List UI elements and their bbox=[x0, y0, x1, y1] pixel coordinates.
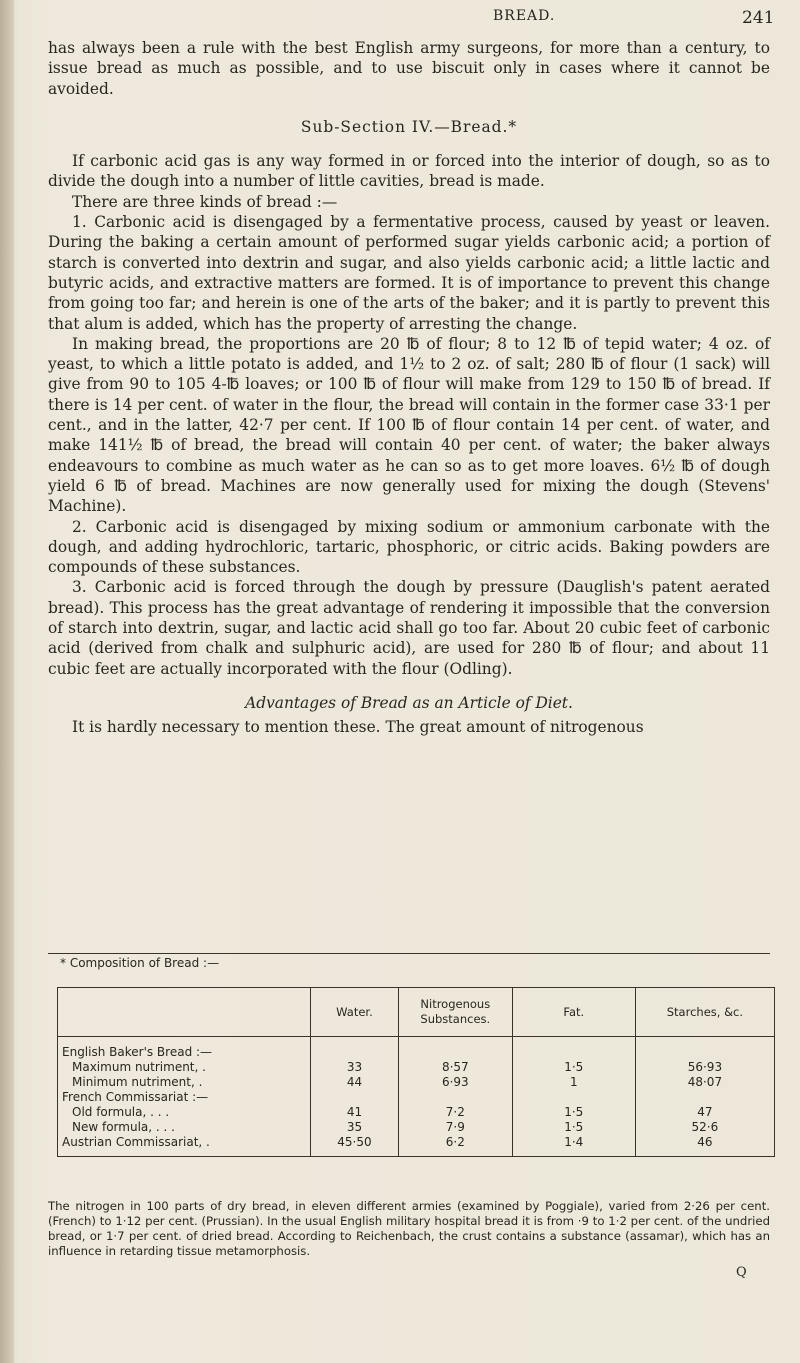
row-label: Minimum nutriment, . bbox=[72, 1075, 203, 1089]
signature-mark: Q bbox=[736, 1265, 747, 1280]
row-label: Maximum nutriment, . bbox=[72, 1060, 206, 1074]
nitrogenous-value bbox=[399, 1045, 512, 1060]
water-value bbox=[311, 1090, 398, 1105]
paragraph-proportions: In making bread, the proportions are 20 ℔ of flour; 8 to 12 ℔ of tepid water; 4 oz. of yeast, to which a little potato is added, and 1½ to 2 oz. of salt; 280 ℔ of flour (1 sack) will give from 90 to 105 4-℔ loaves; or 100 ℔ of flour will make from 129 to 150 ℔ of bread. If there is 14 per cent. of water in the flour, the bread will contain in the former case 33·1 per cent., and in the latter, 42·7 per cent. If 100 ℔ of flour contain 14 per cent. of water, and make 141½ ℔ of bread, the bread will contain 40 per cent. of water; the baker always endeavours to combine as much water as he can so as to get more loaves. 6½ ℔ of dough yield 6 ℔ of bread. Machines are now generally used for mixing the dough (Stevens' Machine). bbox=[48, 334, 770, 516]
composition-table bbox=[57, 987, 775, 1157]
page-header bbox=[0, 8, 800, 30]
paragraph-kind-3: 3. Carbonic acid is forced through the dough by pressure (Dauglish's patent aerated bread). This process has the great advantage of rendering it impossible that the conversion of starch into dextrin, sugar, and lactic acid shall go too far. About 20 cubic feet of carbonic acid (derived from chalk and sulphuric acid), are used for 280 ℔ of flour; and about 11 cubic feet are actually incorporated with the flour (Odling). bbox=[48, 578, 770, 678]
section-heading: Sub-Section IV.—Bread.* bbox=[300, 117, 518, 136]
running-head: BREAD. bbox=[493, 8, 556, 24]
nitrogenous-value: 6·93 bbox=[441, 1075, 469, 1089]
paragraph-kind-2: 2. Carbonic acid is disengaged by mixing sodium or ammonium carbonate with the dough, and adding hydrochloric, tartaric, phosphoric, or citric acids. Baking powders are compounds of these substances. bbox=[48, 517, 770, 577]
table-note: The nitrogen in 100 parts of dry bread, in eleven different armies (examined by Poggiale), varied from 2·26 per cent. (French) to 1·12 per cent. (Prussian). In the usual English military hospital bread it is from ·9 to 1·2 per cent. of the undried bread, or 1·7 per cent. of dried bread. According to Reichenbach, the crust contains a substance (assamar), which has an influence in retarding tissue metamorphosis. bbox=[48, 1199, 770, 1258]
water-value: 45·50 bbox=[337, 1135, 372, 1149]
starches-value: 56·93 bbox=[687, 1060, 723, 1074]
nitrogenous-value: 7·9 bbox=[445, 1120, 465, 1134]
fat-value bbox=[513, 1045, 635, 1060]
table-header-water: Water. bbox=[311, 988, 399, 1037]
starches-value: 46 bbox=[697, 1135, 713, 1149]
water-value: 35 bbox=[346, 1120, 363, 1134]
nitrogenous-value: 8·57 bbox=[441, 1060, 469, 1074]
paragraph-kind-1: 1. Carbonic acid is disengaged by a fermentative process, caused by yeast or leaven. During the baking a certain amount of performed sugar yields carbonic acid; a portion of starch is converted into dextrin and sugar, and also yields carbonic acid; a little lactic and butyric acids, and extractive matters are formed. It is of importance to prevent this change from going too far; and herein is one of the arts of the baker; and it is partly to prevent this that alum is added, which has the property of arresting the change. bbox=[48, 213, 770, 333]
page-number: 241 bbox=[742, 8, 775, 28]
advantages-heading: Advantages of Bread as an Article of Diet. bbox=[245, 693, 573, 712]
row-label: English Baker's Bread :— bbox=[62, 1045, 213, 1059]
water-column bbox=[311, 1037, 399, 1157]
paragraph-definition: If carbonic acid gas is any way formed in or forced into the interior of dough, so as to divide the dough into a number of little cavities, bread is made. bbox=[48, 152, 770, 191]
page-binding-edge bbox=[0, 0, 14, 1363]
row-label: Austrian Commissariat, . bbox=[62, 1135, 210, 1149]
row-label: New formula, . . . bbox=[72, 1120, 175, 1134]
starches-value: 47 bbox=[697, 1105, 713, 1119]
nitrogenous-column bbox=[398, 1037, 512, 1157]
water-value bbox=[311, 1045, 398, 1060]
table-header-nitrogenous: Nitrogenous Substances. bbox=[398, 988, 512, 1037]
nitrogenous-value bbox=[399, 1090, 512, 1105]
footnote-label: * Composition of Bread :— bbox=[60, 956, 220, 970]
nitrogenous-value: 7·2 bbox=[445, 1105, 465, 1119]
table-header-label bbox=[58, 988, 311, 1037]
label-column bbox=[58, 1037, 311, 1157]
paragraph-advantages: It is hardly necessary to mention these. The great amount of nitrogenous bbox=[72, 718, 644, 737]
fat-value: 1·4 bbox=[564, 1135, 584, 1149]
fat-value: 1·5 bbox=[564, 1120, 584, 1134]
table-header-starches: Starches, &c. bbox=[635, 988, 774, 1037]
table-header-fat: Fat. bbox=[512, 988, 635, 1037]
paragraph-continued: has always been a rule with the best English army surgeons, for more than a century, to issue bread as much as possible, and to use biscuit only in cases where it cannot be avoided. bbox=[48, 39, 770, 98]
footnote-rule bbox=[48, 953, 770, 954]
paragraph-kinds-intro: There are three kinds of bread :— bbox=[72, 192, 338, 211]
starches-column bbox=[635, 1037, 774, 1157]
water-value: 44 bbox=[346, 1075, 363, 1089]
fat-value bbox=[513, 1090, 635, 1105]
row-label: French Commissariat :— bbox=[62, 1090, 209, 1104]
nitrogenous-value: 6·2 bbox=[445, 1135, 465, 1149]
starches-value bbox=[636, 1090, 774, 1105]
row-label: Old formula, . . . bbox=[72, 1105, 170, 1119]
fat-value: 1·5 bbox=[564, 1105, 584, 1119]
footnote bbox=[48, 953, 770, 970]
fat-column bbox=[512, 1037, 635, 1157]
starches-value bbox=[636, 1045, 774, 1060]
starches-value: 52·6 bbox=[691, 1120, 719, 1134]
water-value: 33 bbox=[346, 1060, 363, 1074]
table-header-row bbox=[58, 988, 775, 1037]
fat-value: 1 bbox=[569, 1075, 578, 1089]
fat-value: 1·5 bbox=[564, 1060, 584, 1074]
water-value: 41 bbox=[346, 1105, 363, 1119]
table-body-row bbox=[58, 1037, 775, 1157]
body-text bbox=[48, 38, 770, 738]
starches-value: 48·07 bbox=[687, 1075, 723, 1089]
